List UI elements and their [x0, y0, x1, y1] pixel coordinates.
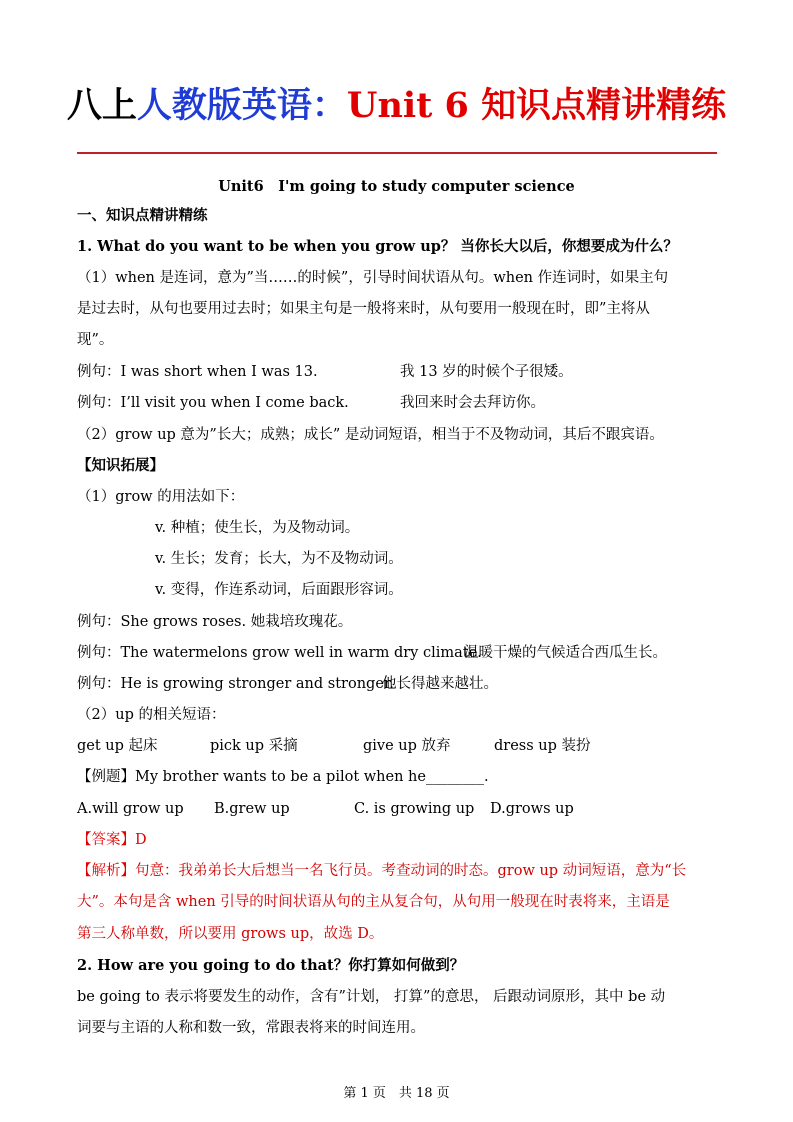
grow-usage-heading: （1）grow 的用法如下： — [77, 489, 245, 505]
analysis-label: 【解析】 — [77, 863, 135, 879]
point2-line-2: 词要与主语的人称和数一致，常跟表将来的时间连用。 — [77, 1020, 425, 1036]
phrase-dress-up: dress up 装扮 — [494, 738, 591, 754]
example-2-cn: 我回来时会去拜访你。 — [400, 395, 545, 411]
phrase-give-up: give up 放弃 — [363, 738, 451, 754]
option-d: D.grows up — [490, 801, 574, 817]
grow-usage-3: v. 变得，作连系动词，后面跟形容词。 — [155, 582, 403, 598]
example-4-cn: 温暖干燥的气候适合西瓜生长。 — [464, 645, 667, 661]
section-heading: 一、知识点精讲精练 — [77, 207, 208, 224]
knowledge-extension-heading: 【知识拓展】 — [77, 457, 164, 474]
point1-note1-line1: （1）when 是连词，意为”当……的时候”，引导时间状语从句。when 作连词时，如果主句 — [77, 270, 669, 286]
phrase-get-up: get up 起床 — [77, 738, 158, 754]
example-sentence-3: 例句：She grows roses. 她栽培玫瑰花。 — [77, 614, 353, 630]
point1-heading: 1. What do you want to be when you grow up？ 当你长大以后，你想要成为什么？ — [77, 238, 678, 255]
phrase-pick-up: pick up 采摘 — [210, 738, 298, 754]
example-sentence-5 — [77, 674, 717, 694]
example-sentence-1 — [77, 362, 717, 382]
point2-line-1: be going to 表示将要发生的动作，含有”计划， 打算”的意思， 后跟动词原形，其中 be 动 — [77, 989, 666, 1005]
example-sentence-4 — [77, 643, 717, 663]
example-1-en: 例句：I was short when I was 13. — [77, 364, 318, 380]
example-4-en: 例句：The watermelons grow well in warm dry climate. — [77, 645, 482, 661]
point1-note1-line2: 是过去时，从句也要用过去时；如果主句是一般将来时，从句要用一般现在时，即”主将从 — [77, 301, 650, 317]
example-5-cn: 他长得越来越壮。 — [382, 676, 498, 692]
example-question: 【例题】My brother wants to be a pilot when he________. — [77, 769, 489, 785]
title-part-topic: 知识点精讲精练 — [481, 86, 727, 126]
example-5-en: 例句：He is growing stronger and stronger. — [77, 676, 394, 692]
grow-usage-1: v. 种植；使生长，为及物动词。 — [155, 520, 360, 536]
title-part-edition: 人教版英语： — [136, 86, 347, 126]
point1-note1-line3: 现”。 — [77, 332, 114, 348]
analysis-line-3: 第三人称单数，所以要用 grows up，故选 D。 — [77, 926, 384, 942]
point2-heading: 2. How are you going to do that？你打算如何做到？ — [77, 957, 465, 974]
point1-note2: （2）grow up 意为”长大；成熟；成长” 是动词短语，相当于不及物动词，其后不跟宾语。 — [77, 427, 664, 443]
analysis-text-1: 句意：我弟弟长大后想当一名飞行员。考查动词的时态。grow up 动词短语，意为“长 — [135, 863, 687, 879]
answer-label: 【答案】D — [77, 832, 147, 848]
option-b: B.grew up — [214, 801, 290, 817]
unit-subtitle: Unit6 I'm going to study computer science — [218, 178, 575, 195]
option-c: C. is growing up — [354, 801, 475, 817]
example-1-cn: 我 13 岁的时候个子很矮。 — [400, 364, 573, 380]
up-phrases-heading: （2）up 的相关短语： — [77, 707, 226, 723]
page-number-footer: 第 1 页 共 18 页 — [343, 1086, 450, 1101]
grow-usage-2: v. 生长；发育；长大，为不及物动词。 — [155, 551, 403, 567]
analysis-line-1 — [77, 861, 686, 881]
example-sentence-2 — [77, 393, 717, 413]
analysis-line-2: 大”。本句是含 when 引导的时间状语从句的主从复合句，从句用一般现在时表将来，主语是 — [77, 894, 670, 910]
document-title — [0, 80, 793, 132]
title-part-grade: 八上 — [66, 86, 137, 126]
title-part-unit: Unit 6 — [346, 85, 469, 126]
example-2-en: 例句：I’ll visit you when I come back. — [77, 395, 349, 411]
option-a: A.will grow up — [77, 801, 184, 817]
title-divider — [77, 152, 717, 154]
